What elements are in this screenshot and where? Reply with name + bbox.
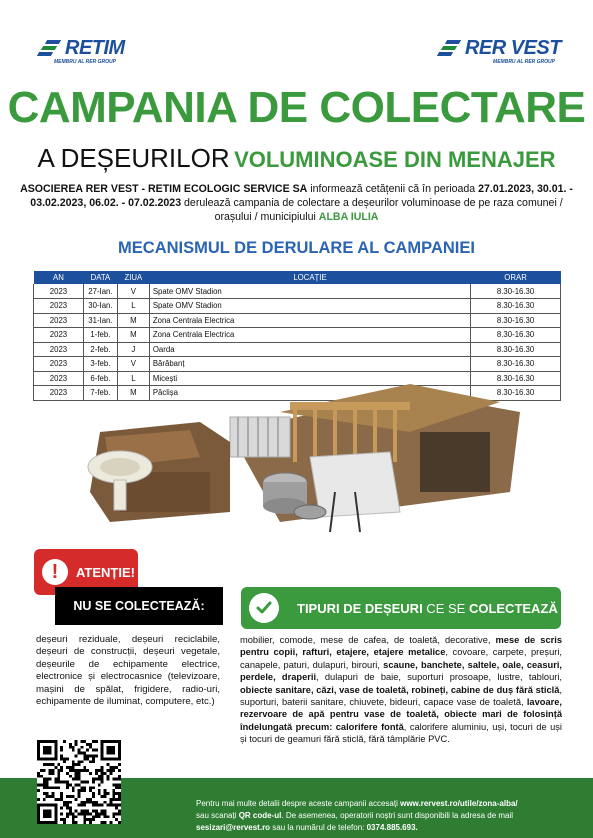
schedule-header-row — [34, 271, 561, 284]
footer-text — [196, 798, 586, 834]
intro-text-1: informează cetățenii că în perioada — [307, 183, 479, 195]
cell-year: 2023 — [34, 299, 84, 314]
retim-logo-subtitle: MEMBRU AL RER GROUP — [54, 59, 116, 65]
collected-title-c: COLECTEAZĂ — [468, 600, 558, 616]
table-row — [34, 357, 561, 372]
table-row — [34, 299, 561, 314]
cell-year: 2023 — [34, 342, 84, 357]
footer-text-part: sau la numărul de telefon: — [270, 823, 367, 832]
cell-year: 2023 — [34, 371, 84, 386]
check-icon — [249, 593, 279, 623]
collected-text-bold: lavoare, rezervoare de apă pentru vase de toaletă, obiecte mari de folosință îndelungată precum: calorifere fontă — [240, 697, 562, 732]
header-day: ZIUA — [117, 271, 149, 284]
cell-location: Pâclișa — [149, 386, 470, 401]
cell-day: M — [117, 386, 149, 401]
cell-location: Oarda — [149, 342, 470, 357]
cell-year: 2023 — [34, 284, 84, 299]
footer-phone: 0374.885.693. — [366, 823, 418, 832]
retim-logo-text: RETIM — [65, 37, 125, 59]
collected-title-a: TIPURI DE DEȘEURI — [297, 600, 423, 616]
cell-hours: 8.30-16.30 — [471, 313, 561, 328]
cell-year: 2023 — [34, 328, 84, 343]
header-hours: ORAR — [471, 271, 561, 284]
rer-vest-logo-text: RER VEST — [464, 37, 561, 59]
collected-text-bold: mese de scris pentru copii, rafturi, etajere, etajere metalice — [240, 635, 563, 658]
cell-day: M — [117, 328, 149, 343]
footer-email-link[interactable]: sesizari@rervest.ro — [196, 823, 271, 832]
table-row — [34, 328, 561, 343]
cell-date: 3-feb. — [83, 357, 117, 372]
cell-hours: 8.30-16.30 — [471, 328, 561, 343]
cell-day: L — [117, 299, 149, 314]
intro-organization: ASOCIEREA RER VEST - RETIM ECOLOGIC SERVICE SA — [20, 183, 308, 195]
cell-date: 7-feb. — [83, 386, 117, 401]
not-collected-heading: NU SE COLECTEAZĂ: — [55, 587, 223, 625]
collected-title-b: CE SE — [422, 600, 469, 616]
cell-date: 31-Ian. — [83, 313, 117, 328]
not-collected-list: deșeuri reziduale, deșeuri reciclabile, deșeuri de construcții, deșeuri vegetale, deșeurile de echipamente electrice, electronice și electrocasnice (televizoare, mașini de spălat, frigidere, radio-uri, echipamente de iluminat, computere, etc.) — [36, 634, 220, 708]
cell-year: 2023 — [34, 357, 84, 372]
bulky-waste-illustration — [80, 372, 520, 542]
table-row — [34, 313, 561, 328]
cell-hours: 8.30-16.30 — [471, 371, 561, 386]
cell-day: V — [117, 284, 149, 299]
footer-text-part: sau scanați — [196, 811, 239, 820]
cell-date: 27-Ian. — [83, 284, 117, 299]
collected-text-bold: obiecte sanitare, căzi, vase de toaletă, robineți, cabine de duș fără sticlă — [240, 684, 560, 695]
collected-types-heading — [241, 587, 561, 629]
cell-hours: 8.30-16.30 — [471, 357, 561, 372]
rer-vest-mark-icon — [436, 38, 462, 58]
cell-date: 2-feb. — [83, 342, 117, 357]
footer-text-part: Pentru mai multe detalii despre aceste campanii accesați — [196, 799, 401, 808]
cell-day: J — [117, 342, 149, 357]
cell-hours: 8.30-16.30 — [471, 386, 561, 401]
collected-text-bold: scaune, banchete, saltele, oale, ceasuri, perdele, draperii — [240, 659, 562, 683]
cell-location: Zona Centrala Electrica — [149, 313, 470, 328]
cell-date: 6-feb. — [83, 371, 117, 386]
retim-mark-icon — [36, 38, 62, 58]
cell-location: Zona Centrala Electrica — [149, 328, 470, 343]
cell-day: M — [117, 313, 149, 328]
cell-day: L — [117, 371, 149, 386]
collected-title — [297, 601, 558, 616]
rer-vest-logo — [436, 38, 561, 65]
cell-hours: 8.30-16.30 — [471, 342, 561, 357]
footer-qr-mention: QR code-ul — [238, 811, 282, 820]
qr-code[interactable] — [37, 740, 121, 824]
campaign-title: CAMPANIA DE COLECTARE — [7, 83, 586, 132]
rer-vest-logo-subtitle: MEMBRU AL RER GROUP — [493, 59, 555, 65]
mechanism-title: MECANISMUL DE DERULARE AL CAMPANIEI — [118, 239, 475, 257]
table-row — [34, 284, 561, 299]
cell-date: 30-Ian. — [83, 299, 117, 314]
intro-paragraph — [20, 182, 573, 224]
warning-label: ATENȚIE! — [76, 564, 135, 580]
subtitle-part-a: A DEȘEURILOR — [37, 143, 230, 173]
header-year: AN — [34, 271, 84, 284]
header-location: LOCAȚIE — [149, 271, 470, 284]
cell-year: 2023 — [34, 386, 84, 401]
footer-text-part: . De asemenea, operatorii noștri sunt disponibili la adresa de mail — [281, 811, 514, 820]
table-row — [34, 342, 561, 357]
exclamation-icon: ! — [42, 559, 68, 585]
retim-logo — [36, 38, 125, 65]
intro-city: ALBA IULIA — [318, 211, 379, 223]
collected-text: , calorifere aluminiu, uși, tocuri de uși și tocuri de geamuri fără sticlă, fără tâmplărie PVC. — [240, 721, 562, 745]
intro-text-2: derulează campania de colectare a deșeurilor voluminoase de pe raza comunei / orașului / municipiului — [181, 197, 563, 223]
cell-location: Spate OMV Stadion — [149, 284, 470, 299]
cell-location: Spate OMV Stadion — [149, 299, 470, 314]
subtitle-part-b: VOLUMINOASE DIN MENAJER — [234, 147, 556, 172]
cell-location: Bărăbanț — [149, 357, 470, 372]
campaign-subtitle — [0, 143, 593, 178]
cell-date: 1-feb. — [83, 328, 117, 343]
cell-day: V — [117, 357, 149, 372]
intro-period: 27.01.2023, 30.01. - 03.02.2023, 06.02. - 07.02.2023 — [30, 183, 573, 209]
collected-text: mobilier, comode, mese de cafea, de toaletă, decorative, — [240, 635, 496, 645]
header-date: DATA — [83, 271, 117, 284]
collected-text: , covoare, carpete, preșuri, canapele, paturi, dulapuri, birouri, — [240, 647, 562, 670]
cell-hours: 8.30-16.30 — [471, 284, 561, 299]
footer-link[interactable]: www.rervest.ro/utile/zona-alba/ — [400, 799, 518, 808]
collected-text: , dulapuri de baie, suporturi prosoape, lustre, tablouri, — [316, 672, 562, 683]
cell-hours: 8.30-16.30 — [471, 299, 561, 314]
cell-year: 2023 — [34, 313, 84, 328]
cell-location: Micești — [149, 371, 470, 386]
collected-list — [240, 634, 562, 746]
collected-text: , suporturi, baterii sanitare, chiuvete, bideuri, capace vase de toaletă, — [240, 684, 562, 708]
